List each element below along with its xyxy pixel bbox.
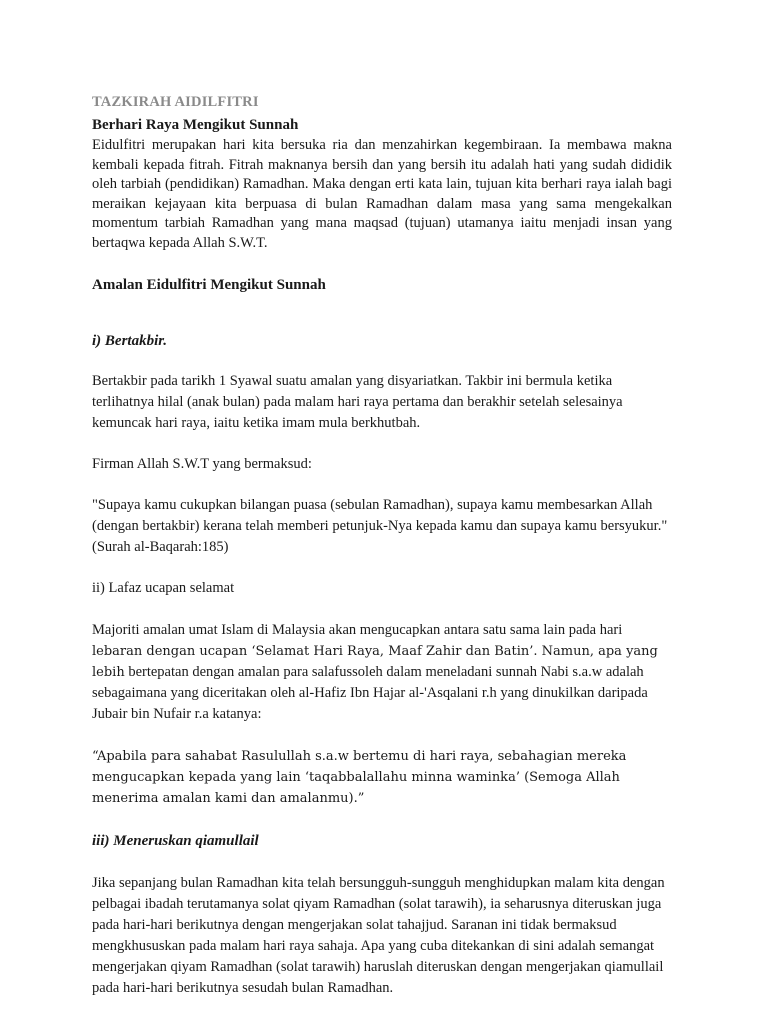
item1-paragraph: Bertakbir pada tarikh 1 Syawal suatu amalan yang disyariatkan. Takbir ini bermula ketika terlihatnya hilal (anak bulan) pada malam hari raya pertama dan berakhir setelah selesainya kemuncak hari raya, iaitu ketika imam mula berkhutbah. [92, 373, 623, 431]
section-heading: Amalan Eidulfitri Mengikut Sunnah [92, 277, 326, 293]
item2-heading: ii) Lafaz ucapan selamat [92, 580, 235, 596]
quote-baqarah: "Supaya kamu cukupkan bilangan puasa (sebulan Ramadhan), supaya kamu membesarkan Allah (dengan bertakbir) kerana telah memberi petunjuk-Nya kepada kamu dan supaya kamu bersyukur." (Surah al-Baqarah:185) [92, 497, 668, 555]
firman-line: Firman Allah S.W.T yang bermaksud: [92, 456, 312, 472]
item2-paragraph [92, 620, 672, 725]
document-header: TAZKIRAH AIDILFITRI [92, 94, 259, 110]
item3-heading: iii) Meneruskan qiamullail [92, 833, 259, 849]
item2-paragraph-part-b: lebaran dengan ucapan ‘Selamat Hari Raya, Maaf Zahir dan Batin’. Namun, apa yang lebih [92, 644, 658, 680]
item1-heading: i) Bertakbir. [92, 333, 168, 349]
item3-paragraph: Jika sepanjang bulan Ramadhan kita telah bersungguh-sungguh menghidupkan malam kita dengan pelbagai ibadah terutamanya solat qiyam Ramadhan (solat tarawih), ia seharusnya diteruskan juga pada hari-hari berikutnya dengan mengerjakan solat tahajjud. Saranan ini tidak bermaksud mengkhususkan pada malam hari raya sahaja. Apa yang cuba ditekankan di sini adalah semangat mengerjakan qiyam Ramadhan (solat tarawih) haruslah diteruskan dengan mengerjakan qiamullail pada hari-hari berikutnya sesudah bulan Ramadhan. [92, 875, 665, 996]
item2-paragraph-part-c: bertepatan dengan amalan para salafussoleh dalam meneladani sunnah Nabi s.a.w adalah sebagaimana yang diceritakan oleh al-Hafiz Ibn Hajar al-'Asqalani r.h yang dinukilkan daripada Jubair bin Nufair r.a katanya: [92, 664, 648, 722]
quote-hadith: “Apabila para sahabat Rasulullah s.a.w bertemu di hari raya, sebahagian mereka mengucapkan kepada yang lain ‘taqabbalallahu minna waminka’ (Semoga Allah menerima amalan kami dan amalanmu).” [92, 749, 627, 806]
item2-paragraph-part-a: Majoriti amalan umat Islam di Malaysia akan mengucapkan antara satu sama lain pada hari [92, 622, 623, 638]
intro-paragraph: Eidulfitri merupakan hari kita bersuka ria dan menzahirkan kegembiraan. Ia membawa makna kembali kepada fitrah. Fitrah maknanya bersih dan yang bersih itu adalah hati yang sudah dididik oleh tarbiah (pendidikan) Ramadhan. Maka dengan erti kata lain, tujuan kita berhari raya ialah bagi meraikan kejayaan kita berpuasa di bulan Ramadhan dalam masa yang sama mengekalkan momentum tarbiah Ramadhan yang mana maqsad (tujuan) utamanya iaitu menjadi insan yang bertaqwa kepada Allah S.W.T. [92, 137, 672, 251]
document-page [92, 93, 672, 999]
article-title: Berhari Raya Mengikut Sunnah [92, 117, 299, 133]
